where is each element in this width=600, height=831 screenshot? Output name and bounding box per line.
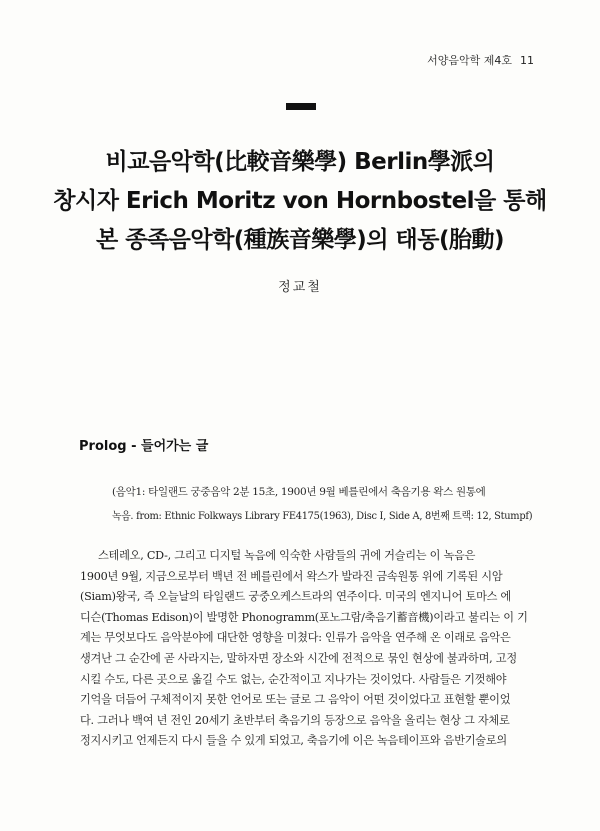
audio-caption	[112, 480, 532, 528]
chapter-marker-bar	[286, 103, 316, 110]
section-heading: Prolog - 들어가는 글	[79, 439, 209, 454]
title-line: 창시자 Erich Moritz von Hornbostel을 통해	[53, 188, 547, 214]
title-line: 비교음악학(比較音樂學) Berlin學派의	[105, 149, 495, 175]
title-line: 본 종족음악학(種族音樂學)의 태동(胎動)	[95, 227, 505, 253]
journal-title: 서양음악학 제4호	[427, 54, 512, 67]
body-line: 계는 무엇보다도 음악분야에 대단한 영향을 미쳤다: 인류가 음악을 연주해 온 이래로 음악은	[80, 631, 511, 645]
body-line: 스테레오, CD-, 그리고 디지털 녹음에 익숙한 사람들의 귀에 거슬리는 이 녹음은	[98, 549, 476, 562]
author-name: 정교철	[278, 280, 322, 295]
body-line: 디슨(Thomas Edison)이 발명한 Phonogramm(포노그람/축음기蓄音機)이라고 불리는 이 기	[80, 610, 528, 624]
body-line: 정지시키고 언제든지 다시 들을 수 있게 되었고, 축음기에 이은 녹음테이프와 음반기술로의	[80, 734, 507, 748]
caption-line: (음악1: 타일랜드 궁중음악 2분 15초, 1900년 9월 베를린에서 축음기용 왁스 원통에	[112, 486, 486, 498]
body-line: 생겨난 그 순간에 곧 사라지는, 말하자면 장소와 시간에 전적으로 묶인 현상에 불과하며, 고정	[80, 651, 517, 665]
body-line: 시킬 수도, 다른 곳으로 옮길 수도 없는, 순간적이고 지나가는 것이었다. 사람들은 기껏해야	[80, 672, 507, 686]
caption-line: 녹음. from: Ethnic Folkways Library FE4175(1963), Disc I, Side A, 8번째 트랙: 12, Stumpf)	[112, 510, 533, 522]
body-line: 기억을 더듬어 구체적이지 못한 언어로 또는 글로 그 음악이 어떤 것이었다고 표현할 뿐이었	[80, 693, 511, 707]
running-header	[427, 52, 534, 68]
body-line: (Siam)왕국, 즉 오늘날의 타일랜드 궁중오케스트라의 연주이다. 미국의 엔지니어 토마스 에	[80, 590, 512, 604]
article-title	[40, 143, 560, 260]
body-line: 다. 그러나 백여 년 전인 20세기 초반부터 축음기의 등장으로 음악을 올리는 현상 그 자체로	[80, 713, 510, 727]
body-paragraph	[80, 546, 540, 752]
body-line: 1900년 9월, 지금으로부터 백년 전 베를린에서 왁스가 발라진 금속원통 위에 기록된 시암	[80, 569, 503, 583]
page-number: 11	[520, 54, 534, 67]
